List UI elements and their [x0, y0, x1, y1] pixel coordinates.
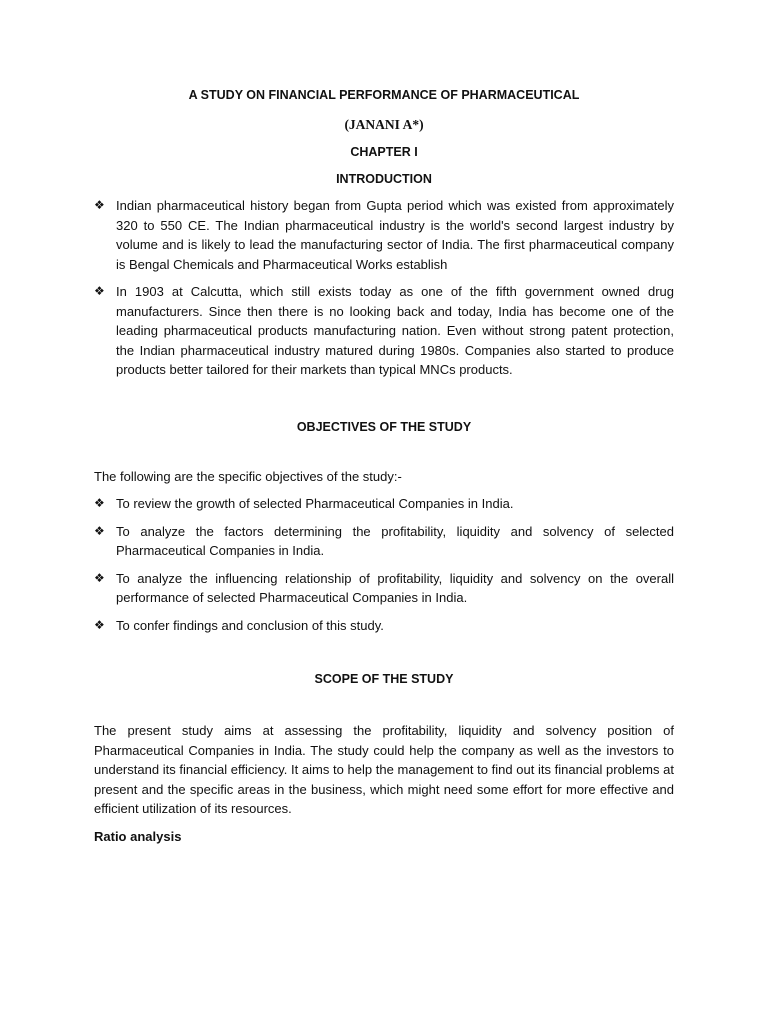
objective-item — [94, 494, 674, 514]
objectives-bullet-list — [94, 494, 674, 635]
introduction-bullet-item — [94, 196, 674, 274]
objectives-intro: The following are the specific objectives of the study:- — [94, 468, 402, 484]
diamond-bullet-icon: ❖ — [94, 496, 105, 510]
bullet-text: In 1903 at Calcutta, which still exists today as one of the fifth government owned drug manufacturers. Since then there is no looking back and today, India has become one of the leading pharmaceutical products manufacturing nation. Even without strong patent protection, the Indian pharmaceutical industry matured during 1980s. Companies also started to produce products better tailored for their markets than typical MNCs products. — [116, 284, 674, 377]
diamond-bullet-icon: ❖ — [94, 617, 105, 632]
bullet-text: To review the growth of selected Pharmaceutical Companies in India. — [116, 496, 514, 511]
diamond-bullet-icon: ❖ — [94, 198, 105, 212]
document-body — [94, 86, 674, 846]
bullet-text: To analyze the factors determining the profitability, liquidity and solvency of selected Pharmaceutical Companies in India. — [116, 523, 674, 558]
scope-paragraph: The present study aims at assessing the profitability, liquidity and solvency position of Pharmaceutical Companies in India. The study could help the company as well as the investors to understand its financial efficiency. It aims to help the management to find out its financial problems at present and the specific areas in the business, which might need some effort for more effective and efficient utilization of its resources. — [94, 723, 674, 816]
bullet-text: To confer findings and conclusion of this study. — [116, 617, 384, 633]
objective-item — [94, 522, 674, 561]
diamond-bullet-icon: ❖ — [94, 570, 105, 585]
introduction-bullet-item — [94, 282, 674, 380]
diamond-bullet-icon: ❖ — [94, 284, 105, 298]
diamond-bullet-icon: ❖ — [94, 523, 105, 538]
bullet-text: Indian pharmaceutical history began from Gupta period which was existed from approximately 320 to 550 CE. The Indian pharmaceutical industry is the world's second largest industry by volume and is likely to lead the manufacturing sector of India. The first pharmaceutical company is Bengal Chemicals and Pharmaceutical Works establish — [116, 198, 674, 272]
objectives-heading: OBJECTIVES OF THE STUDY — [296, 419, 472, 434]
scope-heading: SCOPE OF THE STUDY — [314, 672, 454, 686]
author-line: (JANANI A*) — [344, 117, 424, 132]
document-title: A STUDY ON FINANCIAL PERFORMANCE OF PHARMACEUTICAL — [188, 88, 580, 102]
bullet-text: To analyze the influencing relationship of profitability, liquidity and solvency on the overall performance of selected Pharmaceutical Companies in India. — [116, 570, 674, 605]
objective-item — [94, 616, 674, 636]
introduction-heading: INTRODUCTION — [336, 172, 432, 186]
introduction-bullet-list — [94, 196, 674, 380]
chapter-heading: CHAPTER I — [350, 145, 418, 159]
ratio-analysis-heading: Ratio analysis — [94, 828, 182, 844]
objective-item — [94, 569, 674, 608]
